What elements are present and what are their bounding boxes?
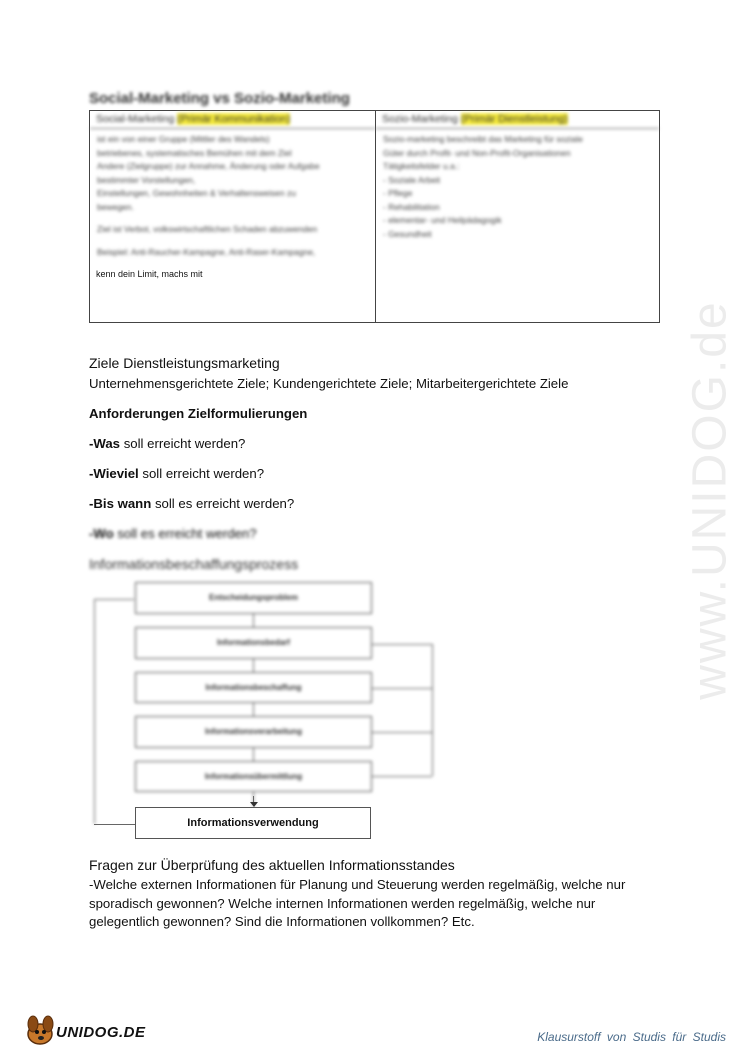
flow-step-3: Informationsbeschaffung	[135, 672, 372, 703]
requirement-rest: soll es erreicht werden?	[113, 526, 257, 541]
process-flowchart	[85, 572, 445, 852]
unidog-logo[interactable]	[22, 1012, 162, 1048]
header-highlight: (Primär Dienstleistung)	[460, 113, 568, 125]
requirement-rest: soll erreicht werden?	[138, 466, 265, 481]
requirement-item	[89, 496, 294, 511]
questions-line: gelegentlich gewonnen? Sind die Informationen vollkommen? Etc.	[89, 914, 475, 929]
cell-line: - Rehabilitation	[383, 201, 440, 212]
flow-step-6: Informationsverwendung	[135, 807, 371, 839]
requirement-keyword: -Was	[89, 436, 121, 451]
table-cell-social-marketing	[90, 129, 375, 263]
watermark: www.UNIDOG.de	[683, 300, 737, 700]
footer-tagline: Klausurstoff von Studis für Studis	[537, 1030, 726, 1044]
cell-line: bewegen.	[97, 201, 134, 212]
questions-line: sporadisch gewonnen? Welche internen Informationen werden regelmäßig, welche nur	[89, 896, 596, 911]
process-heading: Informationsbeschaffungsprozess	[89, 556, 299, 572]
flow-step-4: Informationsverarbeitung	[135, 716, 372, 748]
header-prefix: Sozio-Marketing	[382, 113, 461, 125]
logo-text: UNIDOG.DE	[56, 1024, 146, 1041]
cell-line: Tätigkeitsfelder u.a.:	[383, 161, 460, 171]
cell-example: Beispiel: Anti-Raucher-Kampagne, Anti-Raser-Kampagne,	[97, 246, 316, 257]
section-title-comparison: Social-Marketing vs Sozio-Marketing	[89, 90, 350, 107]
questions-heading: Fragen zur Überprüfung des aktuellen Informationsstandes	[89, 857, 455, 873]
requirement-item	[89, 466, 264, 481]
requirement-item	[89, 526, 257, 541]
example-continuation: kenn dein Limit, machs mit	[96, 269, 203, 279]
cell-line: - Pflege	[383, 188, 413, 198]
header-highlight: (Primär Kommunikation)	[177, 113, 291, 125]
questions-line: -Welche externen Informationen für Planung und Steuerung werden regelmäßig, welche nur	[89, 877, 626, 892]
cell-line: Einstellungen, Gewohnheiten & Verhaltensweisen zu	[97, 188, 296, 198]
flow-step-5: Informationsübermittlung	[135, 761, 372, 792]
requirement-item	[89, 436, 245, 451]
goals-heading: Ziele Dienstleistungsmarketing	[89, 355, 280, 371]
cell-goal: Ziel ist Verbot, volkswirtschaftlichen Schaden abzuwenden	[97, 224, 318, 234]
header-prefix: Social-Marketing	[96, 113, 178, 125]
cell-line: betriebenes, systematisches Bemühen mit dem Ziel	[97, 147, 292, 158]
comparison-table	[89, 110, 660, 323]
cell-line: - Soziale Arbeit	[383, 174, 441, 185]
cell-line: bestimmter Vorstellungen,	[97, 174, 196, 185]
flow-step-1: Entscheidungsproblem	[135, 582, 372, 614]
flow-step-2: Informationsbedarf	[135, 627, 372, 659]
cell-line: Sozio-marketing beschreibt das Marketing für soziale	[383, 134, 583, 144]
requirement-keyword: -Bis wann	[89, 496, 152, 511]
requirement-rest: soll erreicht werden?	[120, 436, 246, 451]
table-cell-sozio-marketing	[376, 129, 659, 245]
cell-line: - elementar- und Heilpädagogik	[383, 215, 502, 225]
table-header-sozio-marketing	[376, 111, 659, 129]
table-column-sozio-marketing	[376, 111, 659, 322]
goals-text: Unternehmensgerichtete Ziele; Kundengerichtete Ziele; Mitarbeitergerichtete Ziele	[89, 376, 569, 391]
table-column-social-marketing	[90, 111, 376, 322]
cell-line: Andere (Zielgruppe) zur Annahme, Änderung oder Aufgabe	[97, 161, 320, 171]
requirement-keyword: -Wieviel	[89, 466, 139, 481]
cell-line: - Gesundheit	[383, 228, 432, 239]
cell-line: Güter durch Profit- und Non-Profit-Organisationen	[383, 147, 571, 158]
cell-line: ist ein von einer Gruppe (Mittler des Wandels)	[97, 134, 270, 144]
table-header-social-marketing	[90, 111, 375, 129]
requirement-rest: soll es erreicht werden?	[151, 496, 295, 511]
requirements-heading: Anforderungen Zielformulierungen	[89, 406, 308, 421]
requirement-keyword: -Wo	[89, 526, 114, 541]
